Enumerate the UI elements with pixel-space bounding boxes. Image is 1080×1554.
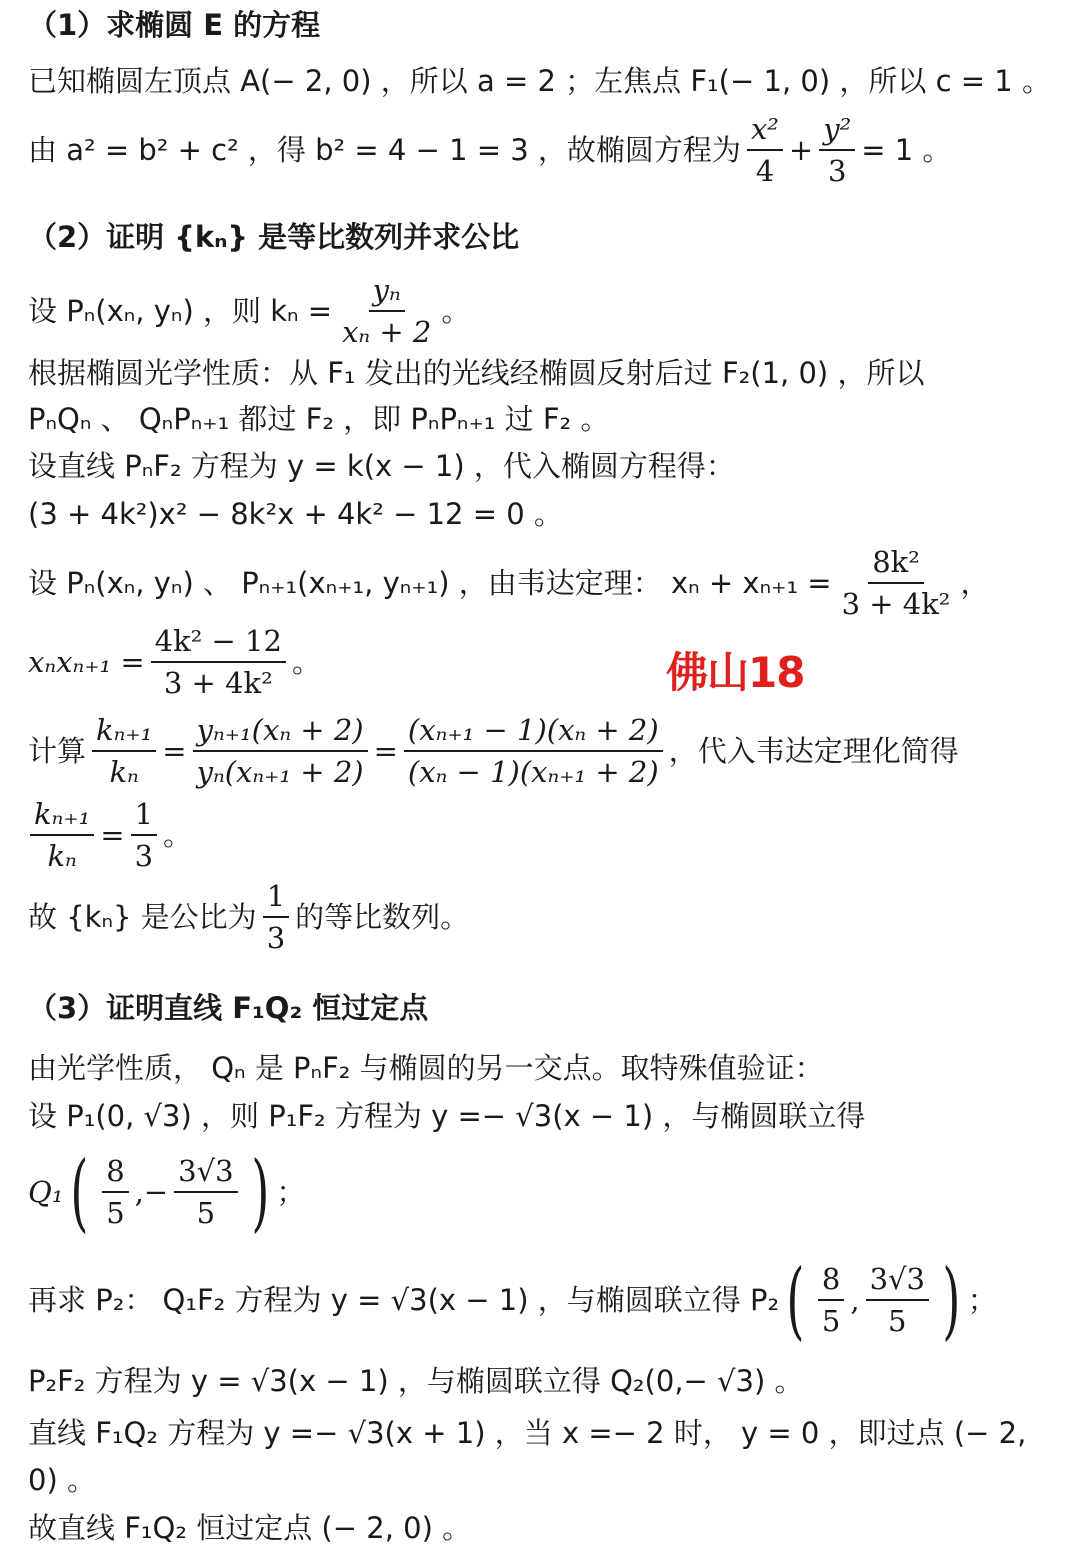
right-paren: ): [942, 1251, 961, 1349]
separator: ,−: [134, 1175, 169, 1209]
text: 计算: [28, 734, 87, 768]
fraction: [818, 1261, 844, 1339]
numerator: yₙ₊₁(xₙ + 2): [193, 712, 368, 752]
fraction: [174, 1153, 237, 1231]
section-1-line-1: 已知椭圆左顶点 A(− 2, 0) ，所以 a = 2 ；左焦点 F₁(− 1, 0) ，所以 c = 1 。: [28, 64, 1051, 98]
section-2-line-6: [28, 545, 1060, 621]
numerator: 4k² − 12: [151, 623, 286, 663]
denominator: yₙ(xₙ₊₁ + 2): [196, 755, 364, 789]
text: 再求 P₂： Q₁F₂ 方程为 y = √3(x − 1) ，与椭圆联立得 P₂: [28, 1283, 780, 1317]
numerator: 3√3: [866, 1261, 929, 1301]
text: xₙxₙ₊₁ =: [28, 645, 145, 679]
denominator: 3 + 4k²: [841, 587, 951, 621]
fraction: [338, 272, 435, 350]
numerator: y²: [819, 111, 855, 151]
section-3-line-8: 故直线 F₁Q₂ 恒过定点 (− 2, 0) 。: [28, 1511, 472, 1545]
fraction: [151, 623, 286, 701]
text: Q₁: [28, 1175, 64, 1209]
section-2-line-4: 设直线 PₙF₂ 方程为 y = k(x − 1) ，代入椭圆方程得：: [28, 449, 735, 483]
section-3-line-3: [28, 1144, 1060, 1240]
watermark-label: 佛山18: [666, 648, 805, 697]
numerator: x²: [747, 111, 783, 151]
section-2-line-1: [28, 273, 1060, 349]
fraction: [866, 1261, 929, 1339]
text: ，: [960, 566, 990, 600]
section-3-line-4: [28, 1252, 1060, 1348]
left-paren: (: [70, 1143, 89, 1241]
section-3-line-5: P₂F₂ 方程为 y = √3(x − 1) ，与椭圆联立得 Q₂(0,− √3) 。: [28, 1364, 804, 1398]
operator: =: [373, 734, 398, 768]
text: 的等比数列。: [295, 900, 470, 934]
fraction: [838, 544, 955, 622]
section-2-line-10: [28, 879, 1060, 955]
numerator: yₙ: [369, 272, 405, 312]
numerator: 3√3: [174, 1153, 237, 1193]
section-3-heading: （3）证明直线 F₁Q₂ 恒过定点: [28, 991, 429, 1025]
denominator: xₙ + 2: [342, 315, 432, 349]
denominator: 5: [888, 1304, 907, 1338]
denominator: (xₙ − 1)(xₙ₊₁ + 2): [407, 755, 659, 789]
operator: =: [100, 818, 125, 852]
denominator: 5: [106, 1196, 125, 1230]
text: ；: [276, 1175, 306, 1209]
numerator: 1: [263, 878, 289, 918]
text: ；: [967, 1283, 997, 1317]
fraction: [30, 796, 94, 874]
fraction: [819, 111, 855, 189]
left-paren: (: [786, 1251, 805, 1349]
numerator: 8: [818, 1261, 844, 1301]
denominator: kₙ: [47, 839, 77, 873]
denominator: 5: [196, 1196, 216, 1230]
fraction: [102, 1153, 128, 1231]
fraction: [131, 796, 157, 874]
numerator: 8k²: [868, 544, 924, 584]
text: 。: [291, 645, 321, 679]
text: 故 {kₙ} 是公比为: [28, 900, 257, 934]
numerator: 1: [131, 796, 157, 836]
denominator: 5: [821, 1304, 841, 1338]
text: 设 Pₙ(xₙ, yₙ) ，则 kₙ =: [28, 294, 333, 328]
numerator: (xₙ₊₁ − 1)(xₙ + 2): [404, 712, 663, 752]
section-2-line-9: [28, 797, 1060, 873]
section-1-heading: （1）求椭圆 E 的方程: [28, 8, 321, 42]
section-1-line-2: [28, 112, 1060, 188]
fraction: [404, 712, 663, 790]
text: ，代入韦达定理化简得: [668, 734, 959, 768]
section-2-line-7: [28, 624, 1060, 700]
fraction: [92, 712, 156, 790]
text: 。: [441, 294, 471, 328]
text: 设 Pₙ(xₙ, yₙ) 、 Pₙ₊₁(xₙ₊₁, yₙ₊₁) ，由韦达定理： xₙ + xₙ₊₁ =: [28, 566, 832, 600]
section-2-line-8: [28, 713, 1060, 789]
operator: =: [162, 734, 187, 768]
separator: ,: [850, 1283, 860, 1317]
text: 由 a² = b² + c² ，得 b² = 4 − 1 = 3 ，故椭圆方程为: [28, 133, 741, 167]
text: = 1 。: [861, 133, 952, 167]
denominator: 3: [134, 839, 154, 873]
right-paren: ): [250, 1143, 269, 1241]
section-3-line-1: 由光学性质， Qₙ 是 PₙF₂ 与椭圆的另一交点。取特殊值验证：: [28, 1051, 824, 1085]
fraction: [747, 111, 783, 189]
section-2-heading: （2）证明 {kₙ} 是等比数列并求公比: [28, 220, 520, 254]
fraction: [263, 878, 289, 956]
section-2-line-5: (3 + 4k²)x² − 8k²x + 4k² − 12 = 0 。: [28, 497, 563, 531]
denominator: kₙ: [109, 755, 139, 789]
section-3-line-6: 直线 F₁Q₂ 方程为 y =− √3(x + 1) ，当 x =− 2 时， y = 0 ，即过点 (− 2,: [28, 1416, 1027, 1450]
denominator: 4: [755, 154, 775, 188]
section-3-line-2: 设 P₁(0, √3) ，则 P₁F₂ 方程为 y =− √3(x − 1) ，与椭圆联立得: [28, 1099, 866, 1133]
text: 。: [163, 818, 193, 852]
numerator: kₙ₊₁: [30, 796, 94, 836]
numerator: 8: [102, 1153, 128, 1193]
section-3-line-7: 0) 。: [28, 1463, 96, 1497]
numerator: kₙ₊₁: [92, 712, 156, 752]
denominator: 3 + 4k²: [163, 666, 273, 700]
fraction: [193, 712, 368, 790]
section-2-line-3: PₙQₙ 、 QₙPₙ₊₁ 都过 F₂ ，即 PₙPₙ₊₁ 过 F₂ 。: [28, 402, 610, 436]
denominator: 3: [828, 154, 847, 188]
section-2-line-2: 根据椭圆光学性质：从 F₁ 发出的光线经椭圆反射后过 F₂(1, 0) ，所以: [28, 356, 925, 390]
denominator: 3: [266, 921, 286, 955]
operator: +: [788, 133, 814, 167]
